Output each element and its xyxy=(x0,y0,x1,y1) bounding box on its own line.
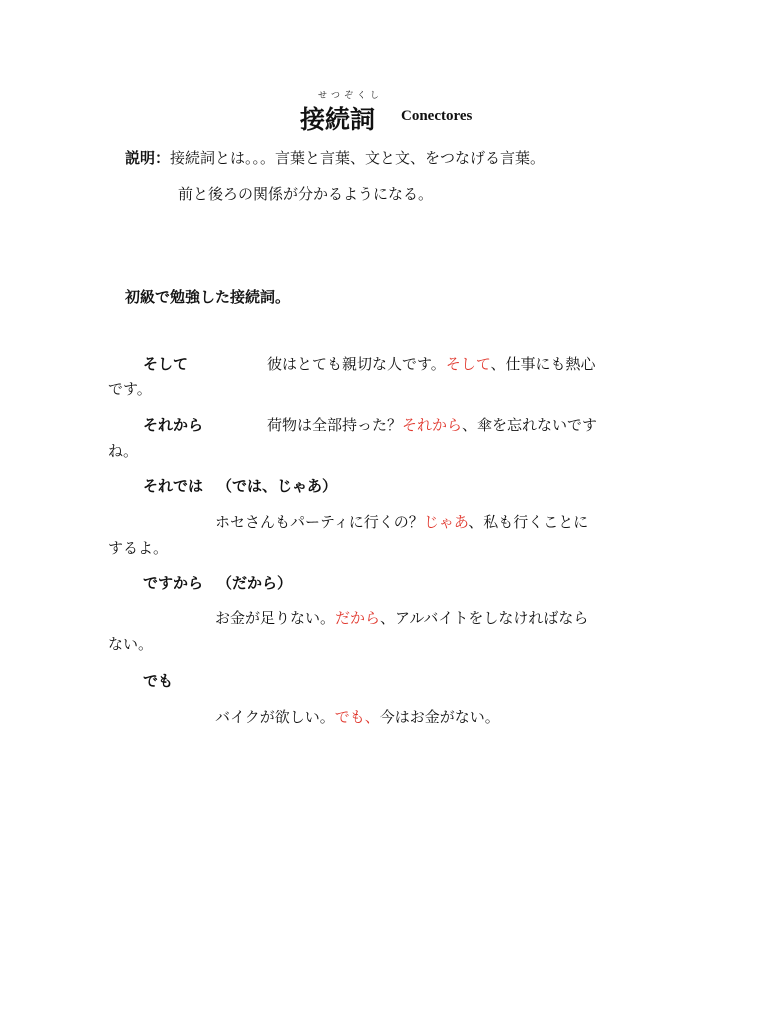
example-after: 今はお金がない。 xyxy=(379,708,500,726)
example-highlight: そして xyxy=(445,355,491,373)
example-sentence xyxy=(267,352,596,376)
example-before: 荷物は全部持った？ xyxy=(267,416,403,434)
connector-term-row xyxy=(143,474,337,498)
example-before: お金が足りない。 xyxy=(215,609,336,627)
explanation-text-1: 接続詞とは。。。言葉と言葉、文と文、をつなげる言葉。 xyxy=(170,149,546,167)
example-wrap: するよ。 xyxy=(108,539,169,557)
example-wrap: ね。 xyxy=(108,442,139,460)
connector-term: それでは xyxy=(143,477,204,495)
connector-term: それから xyxy=(143,416,204,434)
example-highlight: だから xyxy=(335,609,381,627)
example-sentence xyxy=(215,510,588,534)
connector-term: そして xyxy=(143,355,189,373)
example-wrap: ない。 xyxy=(108,635,154,653)
example-sentence xyxy=(215,606,588,630)
connector-term-row xyxy=(143,571,292,595)
example-wrap: です。 xyxy=(108,380,152,398)
example-sentence xyxy=(215,705,500,729)
example-highlight: でも、 xyxy=(334,708,380,726)
explanation-line-1 xyxy=(125,146,545,170)
connector-term: でも xyxy=(143,672,174,690)
example-highlight: それから xyxy=(402,416,463,434)
example-sentence xyxy=(267,413,597,437)
example-before: 彼はとても親切な人です。 xyxy=(267,355,446,373)
title-furigana: せつぞくし xyxy=(318,91,384,101)
connector-term: ですから xyxy=(143,574,204,592)
explanation-text-2: 前と後ろの関係が分かるようになる。 xyxy=(178,185,434,203)
example-highlight: じゃあ xyxy=(423,513,469,531)
page-title-spanish: Conectores xyxy=(401,108,473,124)
example-after: 、アルバイトをしなければなら xyxy=(380,609,589,627)
connector-alt: （だから） xyxy=(217,574,293,592)
example-after: 、仕事にも熱心 xyxy=(490,355,596,373)
example-before: バイクが欲しい。 xyxy=(215,708,335,726)
section-heading: 初級で勉強した接続詞。 xyxy=(125,288,291,306)
explanation-label: 説明： xyxy=(125,149,171,167)
example-after: 、私も行くことに xyxy=(468,513,589,531)
connector-alt: （では、じゃあ） xyxy=(217,477,338,495)
example-after: 、傘を忘れないです xyxy=(462,416,598,434)
example-before: ホセさんもパーティに行くの？ xyxy=(215,513,424,531)
page-title-japanese: 接続詞 xyxy=(300,105,376,134)
